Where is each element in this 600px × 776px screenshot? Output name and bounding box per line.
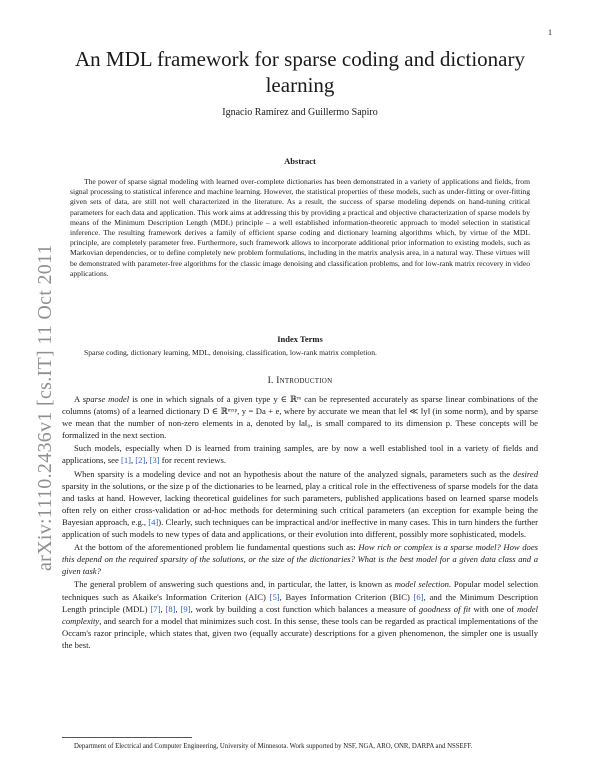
footnote: Department of Electrical and Computer Engineering, University of Minnesota. Work supported by NSF, NGA, ARO, ONR, DARPA and NSSEFF. xyxy=(74,743,473,750)
citation-link[interactable]: [8] xyxy=(165,603,176,614)
emphasis: desired xyxy=(513,468,538,479)
text-run: , xyxy=(130,455,136,466)
citation-link[interactable]: [6] xyxy=(413,591,424,602)
text-run: The general problem of answering such questions and, in particular, the latter, is known as xyxy=(74,579,395,590)
index-terms-heading: Index Terms xyxy=(277,334,323,344)
citation-link[interactable]: [3] xyxy=(149,455,160,466)
text-run: with one of xyxy=(470,603,517,614)
index-terms-text: Sparse coding, dictionary learning, MDL, denoising, classification, low-rank matrix completion. xyxy=(84,348,377,357)
abstract-heading: Abstract xyxy=(284,156,316,166)
paragraph-1 xyxy=(62,393,538,441)
paper-title: An MDL framework for sparse coding and dictionary learning xyxy=(74,47,525,97)
paragraph-4 xyxy=(62,541,538,577)
emphasis: model selection. xyxy=(394,579,452,590)
text-run: , Bayes Information Criterion (BIC) xyxy=(279,591,414,602)
text-run: When sparsity is a modeling device and not an hypothesis about the nature of the analyzed signals, parameters such as the xyxy=(74,468,514,479)
text-run: , and the Minimum Description Length principle (MDL) xyxy=(62,591,538,614)
text-run: Such models, especially when D is learned from training samples, are by now a well established tool in a variety of fields and applications, see xyxy=(62,443,538,466)
text-run: is one in which signals of a given type y ∈ ℝᵐ can be represented accurately as sparse linear combinations of the columns (atoms) of a learned dictionary D ∈ ℝᵐˣᵖ, y = Da + e, where by accurate we mean that ‖e‖ ≪ ‖y‖ (in some norm), and by sparse we mean that the number of non-zero elements in a, denoted by ‖a‖₀, is small compared to its dimension p. These concepts will be formalized in the next section. xyxy=(62,394,538,441)
abstract-text: The power of sparse signal modeling with learned over-complete dictionaries has been demonstrated in a variety of applications and fields, from signal processing to statistical inference and machine learning. However, the statistical properties of these models, such as under-fitting or over-fitting given sets of data, are still not well characterized in the literature. As a result, the success of sparse modeling depends on hand-tuning critical parameters for each data and application. This work aims at addressing this by providing a practical and objective characterization of sparse models by means of the Minimum Description Length (MDL) principle – a well established information-theoretic approach to model selection in statistical inference. The resulting framework derives a family of efficient sparse coding and dictionary learning algorithms which, by virtue of the MDL principle, are completely parameter free. Furthermore, such framework allows to incorporate additional prior information to existing models, such as Markovian dependencies, or to define completely new problem formulations, including in the matrix analysis area, in a natural way. These virtues will be demonstrated with parameter-free algorithms for the classic image denoising and classification problems, and for low-rank matrix recovery in video applications. xyxy=(70,177,530,278)
text-run: , and search for a model that minimizes such cost. In this sense, these tools can be regarded as practical implementations of the Occam's razor principle, which states that, given two (equally accurate) descriptions for a given phenomenon, the simpler one is usually the best. xyxy=(62,615,538,650)
paragraph-5 xyxy=(62,578,538,651)
arxiv-stamp: arXiv:1110.2436v1 [cs.IT] 11 Oct 2011 xyxy=(34,244,56,571)
text-run: , xyxy=(175,603,181,614)
citation-link[interactable]: [1] xyxy=(120,455,131,466)
text-run: , work by building a cost function which balances a measure of xyxy=(190,603,419,614)
page-number: 1 xyxy=(548,28,552,37)
text-run: sparsity in the solutions, or the size p of the dictionaries to be learned, play a critical role in the effectiveness of sparse models for the data and tasks at hand. However, lacking theoretical guidelines for such parameters, published applications based on learned sparse models often rely on either cross-validation or ad-hoc methods for determining such critical parameters (an exception for example being the Bayesian approach, e.g., xyxy=(62,480,538,527)
introduction-body xyxy=(62,393,538,652)
citation-link[interactable]: [9] xyxy=(180,603,191,614)
footnote-rule xyxy=(62,737,192,738)
citation-link[interactable]: [7] xyxy=(150,603,161,614)
section-number: I. xyxy=(267,376,274,386)
citation-link[interactable]: [4] xyxy=(148,516,159,527)
text-run: , xyxy=(145,455,150,466)
citation-link[interactable]: [2] xyxy=(135,455,146,466)
section-title: Introduction xyxy=(276,376,333,386)
text-run: , xyxy=(160,603,166,614)
emphasis: goodness of fit xyxy=(418,603,471,614)
citation-link[interactable]: [5] xyxy=(269,591,280,602)
emphasis: model complexity xyxy=(62,603,538,626)
text-run: for recent reviews. xyxy=(159,455,226,466)
text-run: At the bottom of the aforementioned problem lie fundamental questions such as: xyxy=(74,542,359,553)
text-run: Popular model selection techniques such as Akaike's Information Criterion (AIC) xyxy=(62,579,538,602)
emphasis: How rich or complex is a sparse model? How does this depend on the required sparsity of the solutions, or the size of the dictionaries? What is the best model for a given data class and a given task? xyxy=(62,542,538,577)
text-run: A xyxy=(74,394,83,404)
paragraph-3 xyxy=(62,468,538,541)
paragraph-2 xyxy=(62,442,538,466)
authors: Ignacio Ramírez and Guillermo Sapiro xyxy=(222,107,378,118)
section-heading-introduction xyxy=(60,376,540,386)
emphasis: sparse model xyxy=(82,394,130,404)
text-run: ). Clearly, such techniques can be impractical and/or ineffective in many cases. This in turn hinders the further application of such models to new types of data and applications, or their evolution into different, possibly more sophisticated, models. xyxy=(62,516,538,540)
